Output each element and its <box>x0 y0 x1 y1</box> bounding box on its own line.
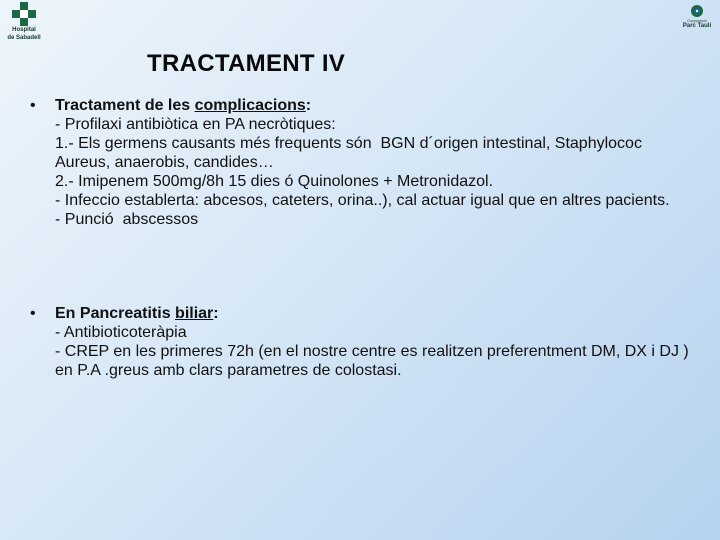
bullet-heading-underlined: complicacions <box>194 97 306 114</box>
slide-title: TRACTAMENT IV <box>147 50 346 77</box>
hospital-logo-line2: de Sabadell <box>7 35 41 41</box>
bullet-heading-post: : <box>213 305 219 322</box>
corporation-logo-small: Corporació <box>687 18 707 23</box>
bullet-line: - Antibioticoteràpia <box>55 324 187 341</box>
bullet-line: - Punció abscessos <box>55 211 199 228</box>
hospital-cross-icon <box>12 2 36 26</box>
bullet-heading-pre: Tractament de les <box>55 97 195 114</box>
corporation-emblem-icon <box>689 4 705 18</box>
corporation-logo <box>680 4 714 34</box>
bullet-heading <box>55 304 690 323</box>
bullet-heading-underlined: biliar <box>175 305 214 322</box>
bullet-line: - Infeccio establerta: abcesos, cateters, orina..), cal actuar igual que en altres pacients. <box>55 192 670 209</box>
bullet-dot: • <box>30 305 36 322</box>
bullet-complicacions <box>30 96 690 229</box>
bullet-line: 1.- Els germens causants més frequents són BGN d´origen intestinal, Staphylococ Aureus, anaerobis, candides… <box>55 135 646 171</box>
bullet-line: - CREP en les primeres 72h (en el nostre centre es realitzen preferentment DM, DX i DJ ) en P.A .greus amb clars parametres de colostasi. <box>55 343 694 379</box>
bullet-heading-post: : <box>305 97 312 114</box>
bullet-line: 2.- Imipenem 500mg/8h 15 dies ó Quinolones + Metronidazol. <box>55 173 494 190</box>
bullet-heading-pre: En Pancreatitis <box>55 305 176 322</box>
hospital-logo-line1: Hospital <box>12 27 36 33</box>
bullet-line: - Profilaxi antibiòtica en PA necròtiques: <box>55 116 336 133</box>
bullet-pancreatitis-biliar <box>30 304 694 380</box>
bullet-dot: • <box>30 97 36 114</box>
corporation-logo-name: Parc Taulí <box>682 23 712 29</box>
bullet-heading <box>55 96 690 115</box>
hospital-logo <box>4 2 44 48</box>
